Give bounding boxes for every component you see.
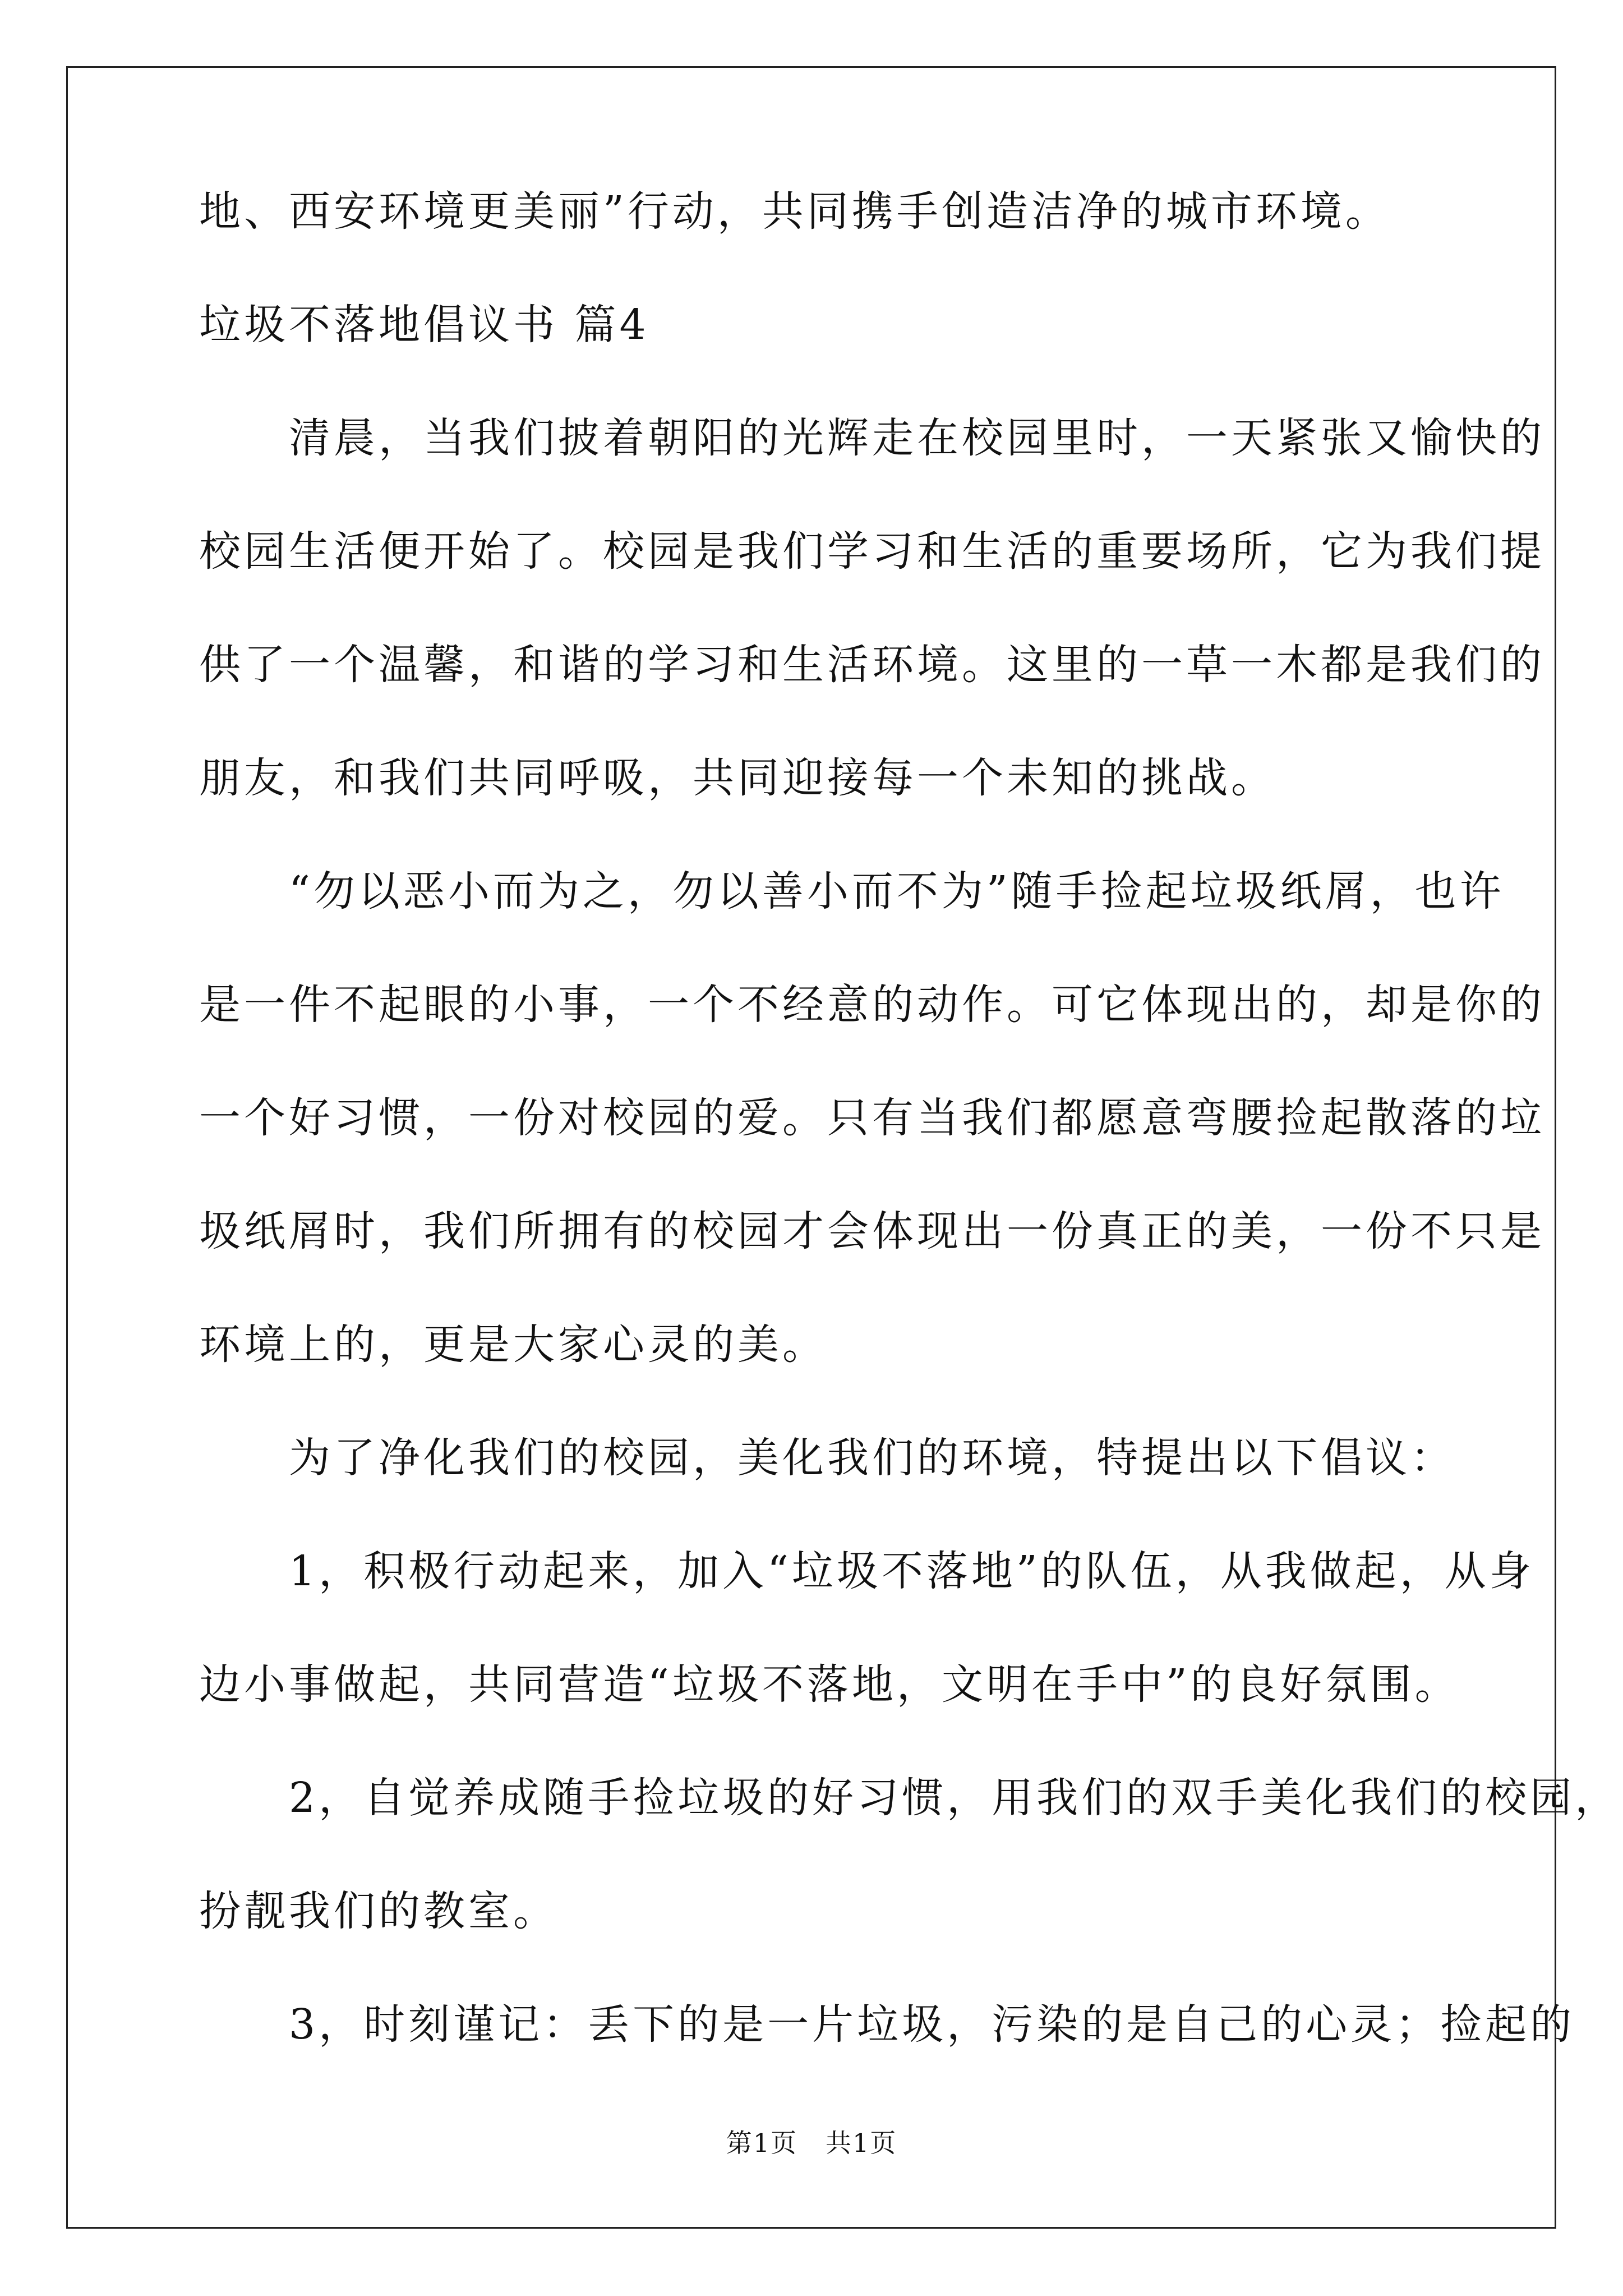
text-line: 环境上的，更是大家心灵的美。 (199, 1320, 827, 1369)
text-line: 1，积极行动起来，加入“垃圾不落地”的队伍，从我做起，从身 (199, 1547, 1534, 1595)
text-line: 边小事做起，共同营造“垃圾不落地，文明在手中”的良好氛围。 (199, 1660, 1460, 1709)
text-line: 扮靓我们的教室。 (199, 1887, 558, 1935)
text-line: 一个好习惯，一份对校园的爱。只有当我们都愿意弯腰捡起散落的垃 (199, 1094, 1545, 1142)
text-line: 供了一个温馨，和谐的学习和生活环境。这里的一草一木都是我们的 (199, 641, 1545, 689)
text-line: 为了净化我们的校园，美化我们的环境，特提出以下倡议： (199, 1434, 1455, 1482)
text-line: 清晨，当我们披着朝阳的光辉走在校园里时，一天紧张又愉快的 (199, 414, 1545, 462)
section-heading: 垃圾不落地倡议书 篇4 (199, 301, 649, 349)
page-footer (0, 2126, 1623, 2160)
page-number-total: 共1页 (826, 2128, 897, 2158)
text-line: 圾纸屑时，我们所拥有的校园才会体现出一份真正的美，一份不只是 (199, 1207, 1545, 1255)
text-line: 地、西安环境更美丽”行动，共同携手创造洁净的城市环境。 (199, 187, 1390, 236)
text-line: “勿以恶小而为之，勿以善小而不为”随手捡起垃圾纸屑，也许 (199, 867, 1505, 915)
text-line: 校园生活便开始了。校园是我们学习和生活的重要场所，它为我们提 (199, 527, 1545, 576)
text-line: 朋友，和我们共同呼吸，共同迎接每一个未知的挑战。 (199, 754, 1276, 802)
text-line: 是一件不起眼的小事，一个不经意的动作。可它体现出的，却是你的 (199, 981, 1545, 1029)
text-line: 3，时刻谨记：丢下的是一片垃圾，污染的是自己的心灵；捡起的 (199, 2000, 1575, 2049)
text-line: 2，自觉养成随手捡垃圾的好习惯，用我们的双手美化我们的校园， (199, 1774, 1620, 1822)
page-number-current: 第1页 (726, 2128, 797, 2158)
